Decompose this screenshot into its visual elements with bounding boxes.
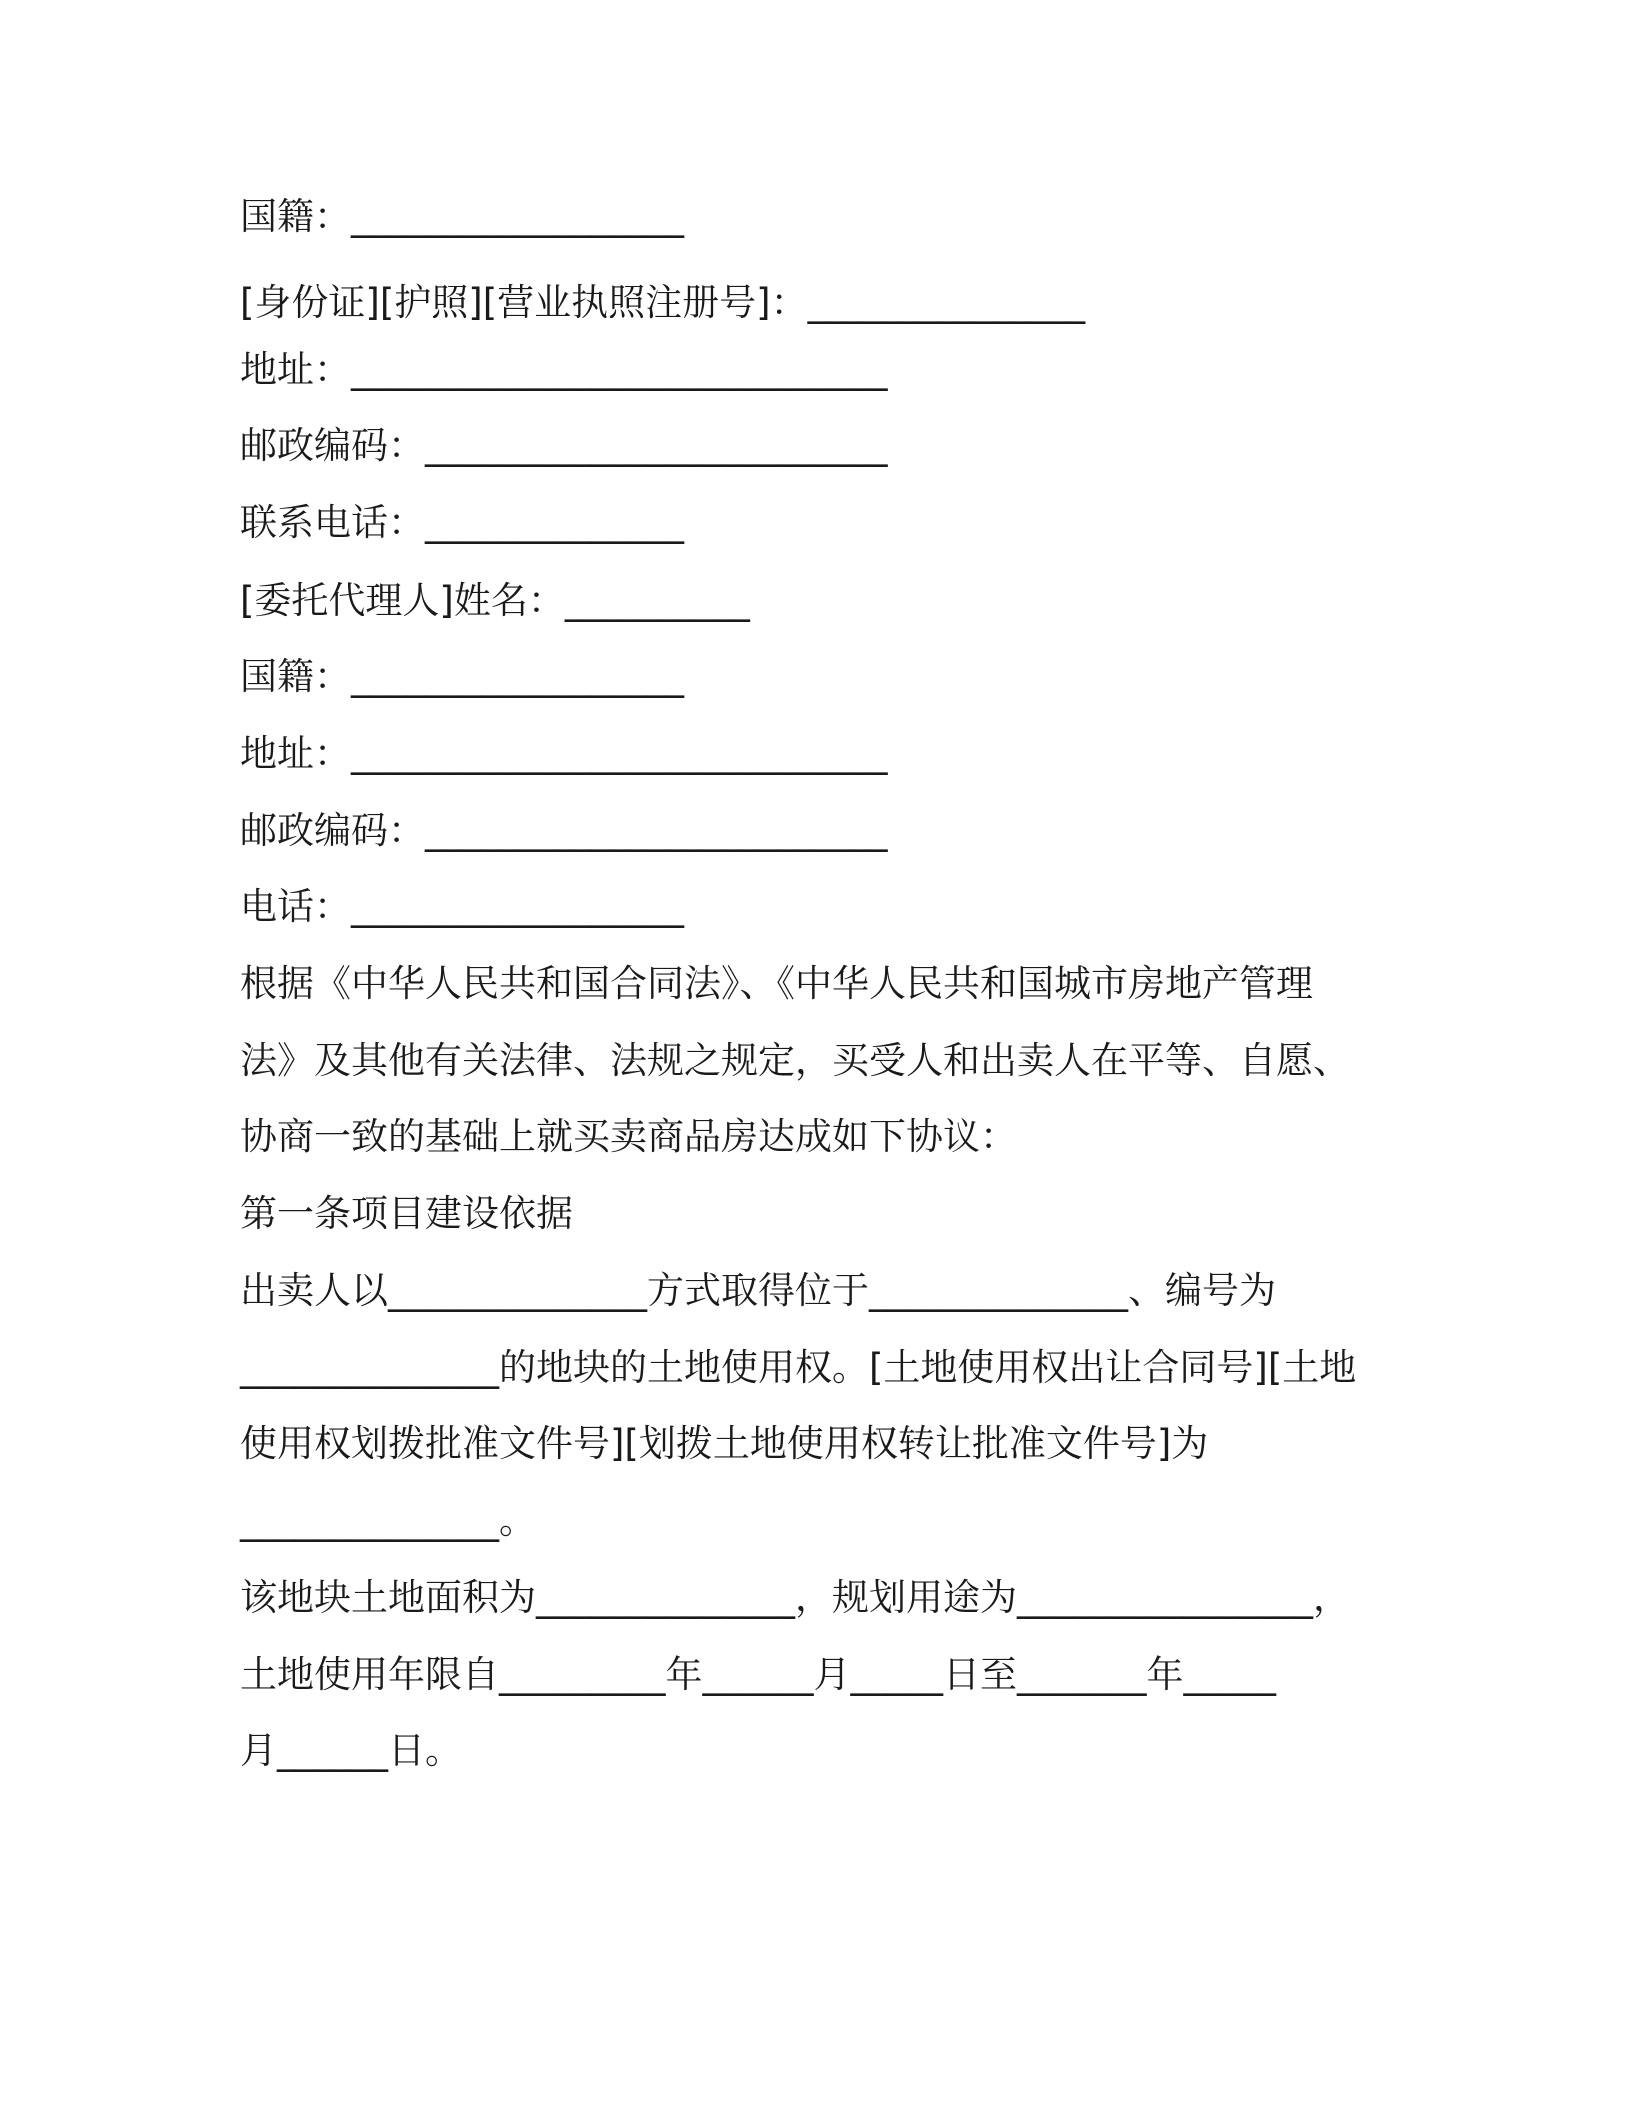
phone-field-2: 电话：__________________	[240, 885, 684, 928]
article-1-heading: 第一条项目建设依据	[240, 1192, 573, 1235]
nationality-field-2: 国籍：__________________	[240, 655, 684, 698]
postal-code-field-2: 邮政编码：_________________________	[240, 809, 888, 852]
article-1-line-7: 月______日。	[240, 1729, 462, 1772]
preamble-line-1: 根据《中华人民共和国合同法》、《中华人民共和国城市房地产管理	[240, 962, 1313, 1005]
id-number-field: [身份证][护照][营业执照注册号]：_______________	[240, 281, 1086, 324]
preamble-line-3: 协商一致的基础上就买卖商品房达成如下协议：	[240, 1115, 1017, 1158]
address-field-1: 地址：_____________________________	[240, 348, 888, 391]
address-field-2: 地址：_____________________________	[240, 732, 888, 775]
article-1-line-3: 使用权划拨批准文件号][划拨土地使用权转让批准文件号]为	[240, 1422, 1209, 1465]
article-1-line-1: 出卖人以______________方式取得位于______________、编号为	[240, 1269, 1276, 1312]
phone-field-1: 联系电话：______________	[240, 501, 684, 544]
agent-name-field: [委托代理人]姓名：__________	[240, 579, 750, 622]
nationality-field-1: 国籍：__________________	[240, 195, 684, 238]
preamble-line-2: 法》及其他有关法律、法规之规定，买受人和出卖人在平等、自愿、	[240, 1039, 1350, 1082]
article-1-line-6: 土地使用年限自_________年______月_____日至_______年_____	[240, 1653, 1276, 1696]
article-1-line-2: ______________的地块的土地使用权。[土地使用权出让合同号][土地	[240, 1346, 1357, 1389]
postal-code-field-1: 邮政编码：_________________________	[240, 424, 888, 467]
article-1-line-4: ______________。	[240, 1499, 536, 1542]
article-1-line-5: 该地块土地面积为______________，规划用途为________________，	[240, 1576, 1350, 1619]
